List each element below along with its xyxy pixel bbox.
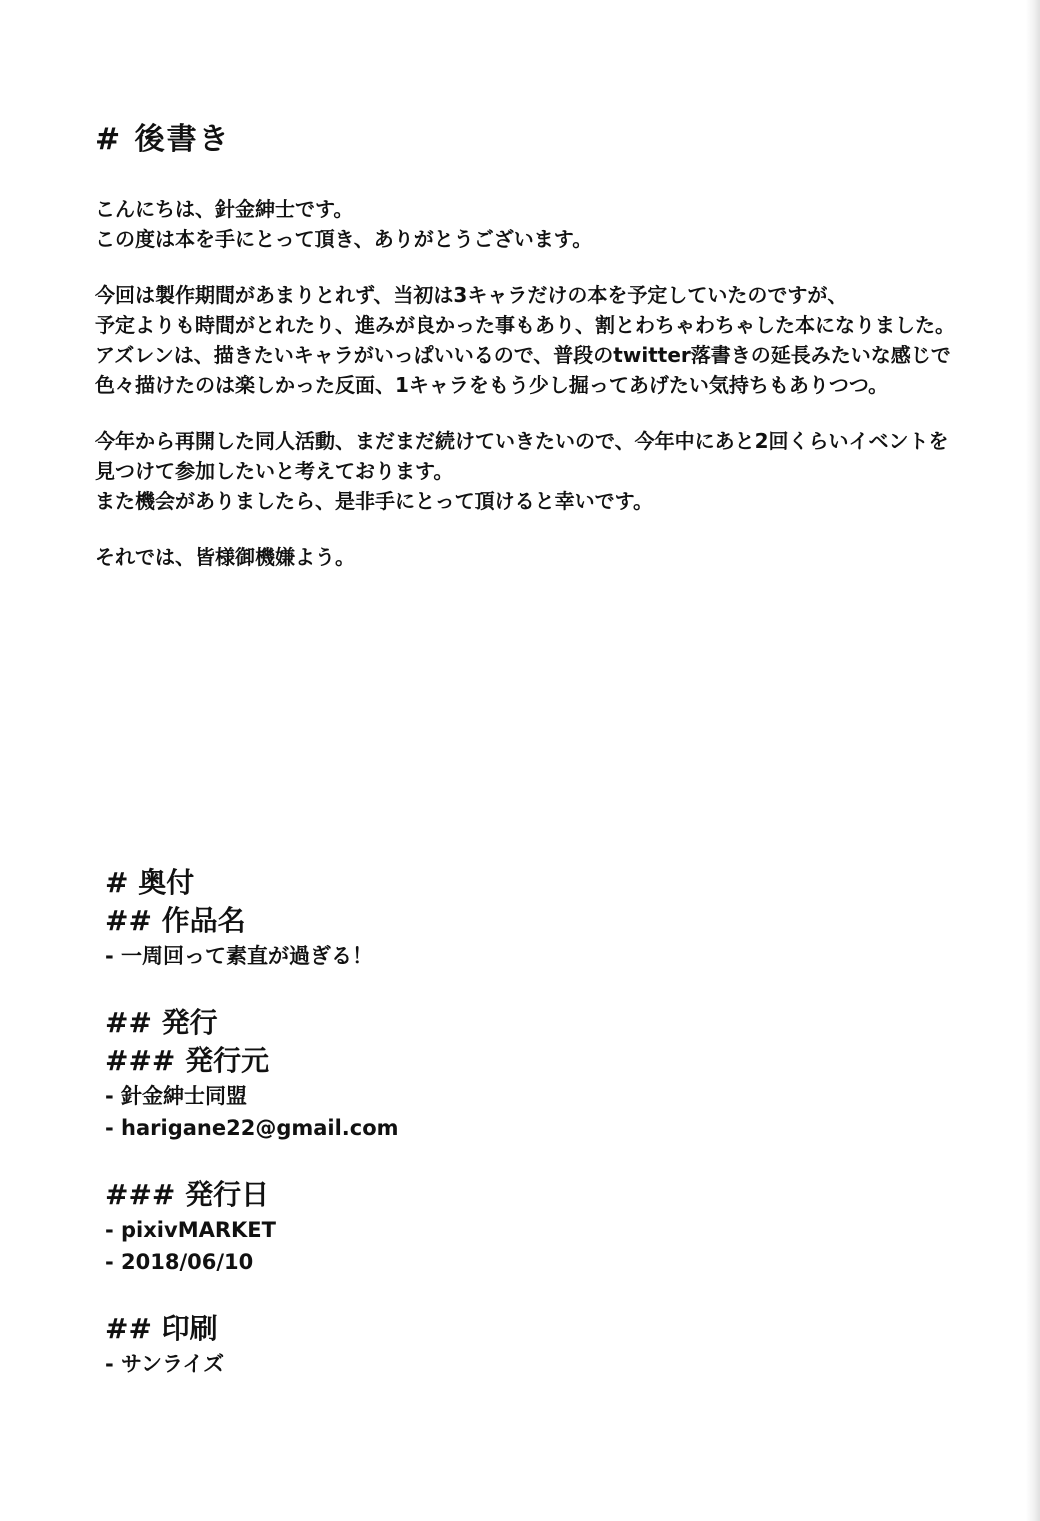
title-heading: ## 作品名	[105, 904, 246, 937]
page-edge-shadow	[1026, 0, 1040, 1521]
colophon-heading: # 奥付	[105, 866, 195, 899]
title-value: - 一周回って素直が過ぎる！	[105, 944, 374, 968]
publisher-name: - 針金紳士同盟	[105, 1084, 248, 1108]
afterword-heading: # 後書き	[95, 122, 231, 157]
colophon-section	[105, 864, 905, 1380]
paragraph-line: この度は本を手にとって頂き、ありがとうございます。	[95, 227, 593, 251]
paragraph-line: それでは、皆様御機嫌よう。	[95, 545, 355, 569]
afterword-paragraph-2	[95, 280, 995, 400]
afterword-paragraph-4	[95, 542, 995, 572]
publisher-email: - harigane22@gmail.com	[105, 1116, 399, 1140]
date-event: - pixivMARKET	[105, 1218, 276, 1242]
paragraph-line: 予定よりも時間がとれたり、進みが良かった事もあり、割とわちゃわちゃした本になりました。	[95, 313, 955, 337]
date-heading: ### 発行日	[105, 1178, 270, 1211]
paragraph-line: 今年から再開した同人活動、まだまだ続けていきたいので、今年中にあと2回くらいイベントを	[95, 429, 949, 453]
publisher-heading: ### 発行元	[105, 1044, 270, 1077]
paragraph-line: また機会がありましたら、是非手にとって頂けると幸いです。	[95, 489, 653, 513]
afterword-section	[95, 118, 995, 598]
paragraph-line: 色々描けたのは楽しかった反面、1キャラをもう少し掘ってあげたい気持ちもありつつ。	[95, 373, 889, 397]
date-value: - 2018/06/10	[105, 1250, 254, 1274]
afterword-paragraph-3	[95, 426, 995, 516]
paragraph-line: アズレンは、描きたいキャラがいっぱいいるので、普段のtwitter落書きの延長みたいな感じで	[95, 343, 951, 367]
publish-heading: ## 発行	[105, 1006, 218, 1039]
paragraph-line: こんにちは、針金紳士です。	[95, 197, 354, 221]
paragraph-line: 見つけて参加したいと考えております。	[95, 459, 454, 483]
paragraph-line: 今回は製作期間があまりとれず、当初は3キャラだけの本を予定していたのですが、	[95, 283, 848, 307]
print-heading: ## 印刷	[105, 1312, 218, 1345]
afterword-paragraph-1	[95, 194, 995, 254]
print-value: - サンライズ	[105, 1352, 225, 1376]
